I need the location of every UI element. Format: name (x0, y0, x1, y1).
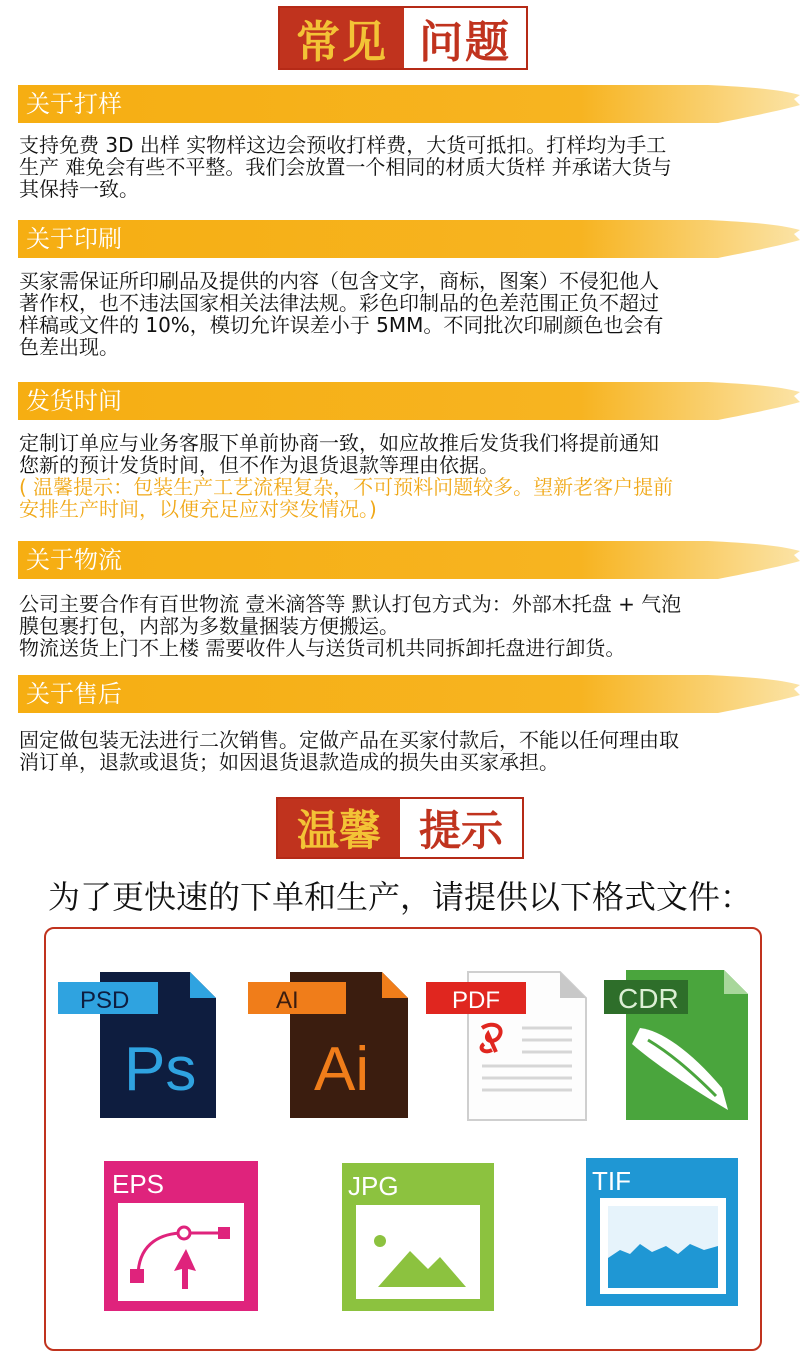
coreldraw-file-icon (604, 968, 750, 1124)
section-header-printing (18, 220, 800, 258)
text-line: 定制订单应与业务客服下单前协商一致，如应故推后发货我们将提前通知 (19, 431, 659, 455)
section-title: 关于物流 (26, 546, 122, 574)
text-line: 您新的预计发货时间，但不作为退货退款等理由依据。 (19, 453, 499, 477)
text-line: 其保持一致。 (19, 177, 139, 201)
tip-title (276, 797, 524, 859)
section-body-logistics (19, 593, 800, 659)
eps-tag: EPS (112, 1169, 165, 1199)
text-line: 色差出现。 (19, 335, 119, 359)
text-line: 买家需保证所印刷品及提供的内容（包含文字，商标，图案）不侵犯他人 (19, 269, 659, 293)
cdr-tag: CDR (618, 983, 679, 1014)
text-line: 样稿或文件的 10%，模切允许误差小于 5MM。不同批次印刷颜色也会有 (19, 313, 664, 337)
text-line: 生产 难免会有些不平整。我们会放置一个相同的材质大货样 并承诺大货与 (19, 155, 672, 179)
tif-file-icon (586, 1158, 738, 1306)
tip-title-part1: 温馨 (278, 799, 400, 857)
illustrator-file-icon (248, 970, 410, 1120)
warm-tip-line: 安排生产时间，以便充足应对突发情况。) (19, 497, 377, 521)
section-header-after-sales (18, 675, 800, 713)
text-line: 固定做包装无法进行二次销售。定做产品在买家付款后，不能以任何理由取 (19, 728, 679, 752)
section-body-printing (19, 270, 800, 358)
ai-glyph: Ai (314, 1035, 370, 1104)
text-line: 公司主要合作有百世物流 壹米滴答等 默认打包方式为：外部木托盘 + 气泡 (19, 592, 682, 616)
tif-tag: TIF (592, 1166, 631, 1196)
psd-tag: PSD (80, 987, 130, 1014)
section-header-sampling (18, 85, 800, 123)
text-line: 支持免费 3D 出样 实物样这边会预收打样费，大货可抵扣。打样均为手工 (19, 133, 667, 157)
text-line: 膜包裹打包，内部为多数量捆装方便搬运。 (19, 614, 399, 638)
ai-tag: AI (276, 987, 299, 1014)
pdf-tag: PDF (452, 987, 500, 1014)
section-body-sampling (19, 134, 800, 200)
text-line: 消订单，退款或退货；如因退货退款造成的损失由买家承担。 (19, 750, 559, 774)
tip-title-part2: 提示 (400, 799, 522, 857)
section-title: 关于打样 (26, 90, 122, 118)
text-line: 物流送货上门不上楼 需要收件人与送货司机共同拆卸托盘进行卸货。 (19, 636, 626, 660)
section-title: 关于印刷 (26, 225, 122, 253)
section-header-logistics (18, 541, 800, 579)
jpg-tag: JPG (348, 1171, 399, 1201)
section-title: 关于售后 (26, 680, 122, 708)
formats-subheading: 为了更快速的下单和生产，请提供以下格式文件： (47, 878, 752, 916)
photoshop-file-icon (58, 970, 218, 1120)
ps-glyph: Ps (124, 1035, 197, 1104)
text-line: 著作权，也不违法国家相关法律法规。彩色印制品的色差范围正负不超过 (19, 291, 659, 315)
eps-file-icon (104, 1161, 258, 1311)
faq-title-part1: 常见 (280, 8, 404, 68)
section-body-after-sales (19, 729, 800, 773)
faq-title-part2: 问题 (404, 8, 526, 68)
section-header-shipping-time (18, 382, 800, 420)
warm-tip-line: ( 温馨提示：包装生产工艺流程复杂，不可预料问题较多。望新老客户提前 (19, 475, 674, 499)
section-title: 发货时间 (26, 387, 122, 415)
section-body-shipping-time (19, 432, 800, 520)
faq-title (278, 6, 528, 70)
pdf-file-icon (426, 970, 588, 1122)
jpg-file-icon (342, 1163, 494, 1311)
